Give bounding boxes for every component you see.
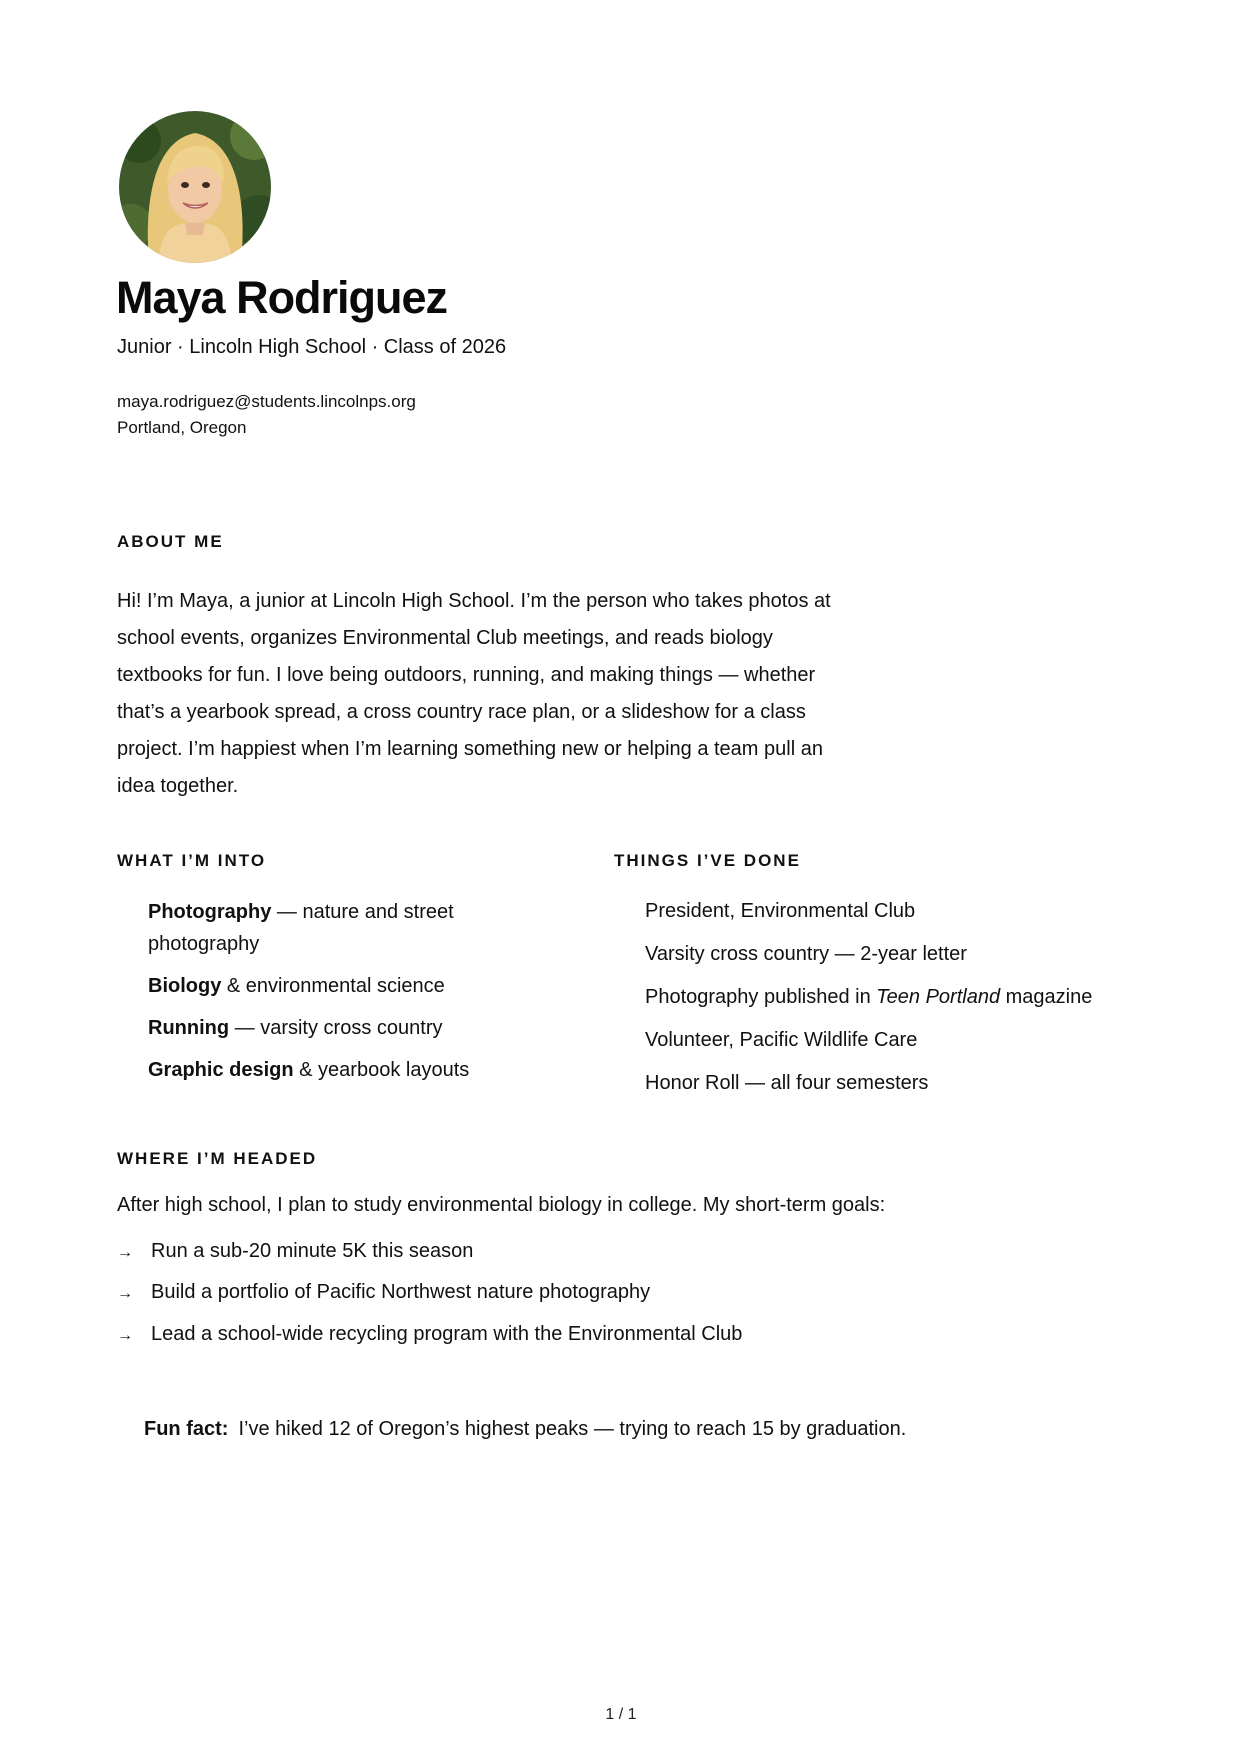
list-item xyxy=(148,1054,508,1086)
location: Portland, Oregon xyxy=(117,418,247,437)
profile-subline: Junior · Lincoln High School · Class of 2026 xyxy=(117,336,507,358)
arrow-right-icon: → xyxy=(117,1285,133,1302)
list-item xyxy=(148,1012,508,1044)
avatar xyxy=(119,111,271,263)
goals-intro: After high school, I plan to study environmental biology in college. My short-term goals: xyxy=(117,1194,886,1216)
arrow-right-icon: → xyxy=(117,1244,133,1261)
list-item: Honor Roll — all four semesters xyxy=(645,1072,929,1094)
magazine-title: Teen Portland xyxy=(876,986,1001,1008)
profile-name: Maya Rodriguez xyxy=(116,272,448,323)
goal-item xyxy=(117,1240,473,1263)
list-item: Volunteer, Pacific Wildlife Care xyxy=(645,1029,918,1051)
interest-rest: & yearbook layouts xyxy=(293,1059,470,1081)
about-text: Hi! I’m Maya, a junior at Lincoln High School. I’m the person who takes photos at school events, organizes Environmental Club meetings, and reads biology textbooks for fun. I love being outdoors, running, and making things — whether that’s a yearbook spread, a cross country race plan, or a slideshow for a class project. I’m happiest when I’m learning something new or helping a team pull an idea together. xyxy=(117,590,831,797)
achievement-text: Photography published in xyxy=(645,986,877,1008)
contact-info xyxy=(117,389,416,441)
interest-strong: Photography xyxy=(148,901,272,923)
goal-text: Build a portfolio of Pacific Northwest nature photography xyxy=(151,1281,651,1303)
goal-text: Lead a school-wide recycling program with the Environmental Club xyxy=(151,1323,743,1345)
goal-item xyxy=(117,1323,742,1346)
interest-strong: Graphic design xyxy=(148,1059,294,1081)
fun-fact xyxy=(144,1418,906,1441)
interests-list xyxy=(148,896,508,1086)
achievement-text: magazine xyxy=(1000,986,1093,1008)
fun-fact-text: I’ve hiked 12 of Oregon’s highest peaks — trying to reach 15 by graduation. xyxy=(238,1418,907,1440)
interest-rest: & environmental science xyxy=(221,975,445,997)
interest-rest: — nature and street photography xyxy=(148,901,454,955)
list-item: Varsity cross country — 2-year letter xyxy=(645,943,967,965)
about-heading: ABOUT ME xyxy=(117,532,224,551)
goal-text: Run a sub-20 minute 5K this season xyxy=(151,1240,474,1262)
profile-photo xyxy=(119,111,271,263)
achievements-heading: THINGS I’VE DONE xyxy=(614,851,801,870)
list-item xyxy=(645,986,1205,1008)
achievements-list xyxy=(645,900,1205,1094)
list-item xyxy=(148,896,508,960)
email-link[interactable]: maya.rodriguez@students.lincolnps.org xyxy=(117,392,416,411)
fun-fact-label: Fun fact: xyxy=(144,1418,229,1440)
interests-heading: WHAT I’M INTO xyxy=(117,851,267,870)
list-item: President, Environmental Club xyxy=(645,900,916,922)
goals-heading: WHERE I’M HEADED xyxy=(117,1149,318,1168)
list-item xyxy=(148,970,508,1002)
interest-strong: Biology xyxy=(148,975,222,997)
interest-rest: — varsity cross country xyxy=(229,1017,443,1039)
page-number: 1 / 1 xyxy=(605,1706,637,1723)
goal-item xyxy=(117,1281,650,1304)
arrow-right-icon: → xyxy=(117,1327,133,1344)
interest-strong: Running xyxy=(148,1017,230,1039)
